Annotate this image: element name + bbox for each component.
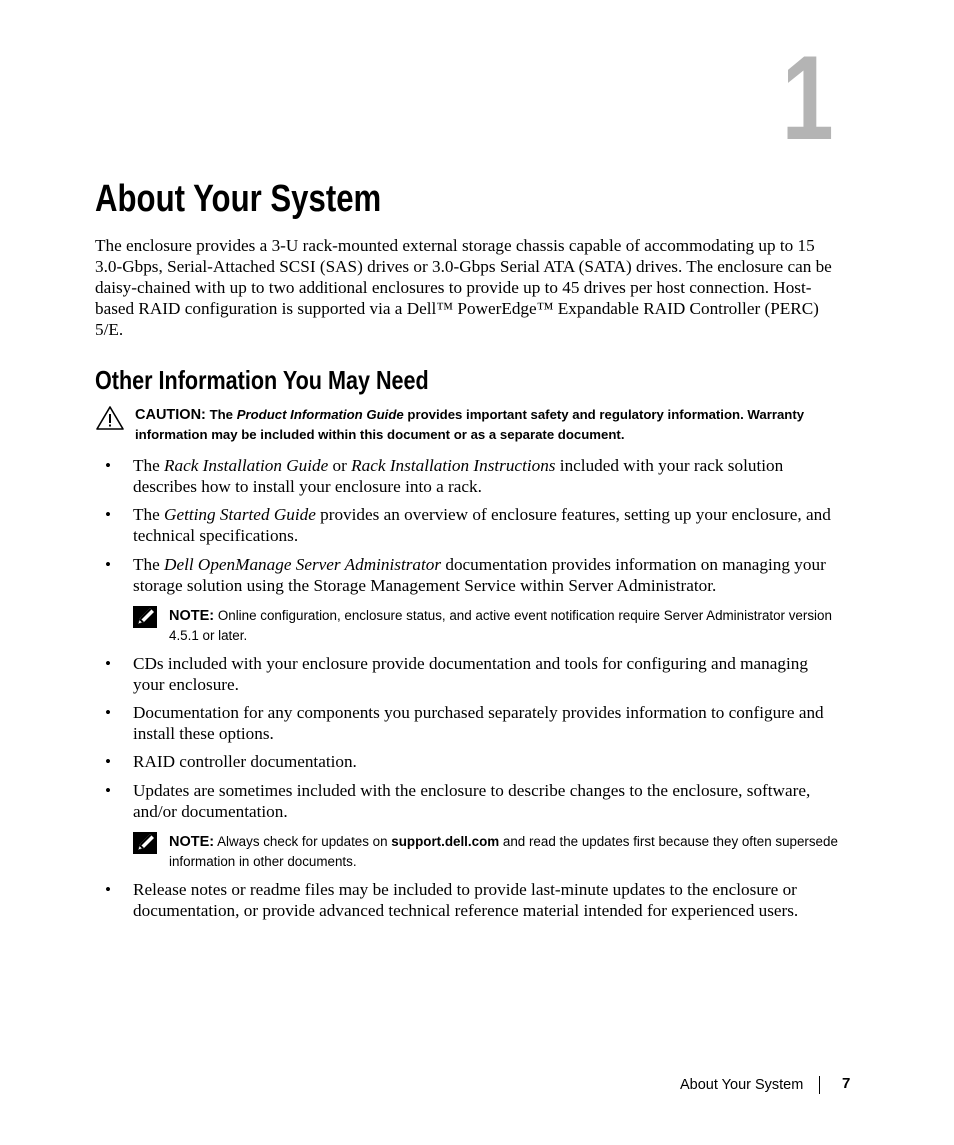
bullet-symbol: • <box>105 880 112 899</box>
bullet-symbol: • <box>105 654 112 673</box>
note-notice <box>133 606 853 646</box>
section-heading: Other Information You May Need <box>95 365 429 395</box>
note-pencil-icon <box>133 606 157 633</box>
intro-paragraph: The enclosure provides a 3-U rack-mounted external storage chassis capable of accommodating up to 15 3.0-Gbps, Serial-Attached SCSI (SAS) drives or 3.0-Gbps Serial ATA (SATA) drives. The enclosure can be daisy-chained with up to two additional enclosures to provide up to 45 drives per host connection. Host-based RAID configuration is supported via a Dell™ PowerEdge™ Expandable RAID Controller (PERC) 5/E. <box>95 236 832 339</box>
note-label: NOTE: <box>169 608 215 624</box>
bullet-text: The <box>133 555 160 574</box>
bullet-text: Updates are sometimes included with the enclosure to describe changes to the enclosure, software, and/or documentation. <box>133 781 811 821</box>
bullet-text: CDs included with your enclosure provide documentation and tools for configuring and managing your enclosure. <box>133 654 808 694</box>
doc-title: Dell OpenManage Server Administrator <box>164 555 442 574</box>
bullet-symbol: • <box>105 505 112 524</box>
bullet-symbol: • <box>105 781 112 800</box>
bullet-symbol: • <box>105 752 112 771</box>
bullet-text: included with your rack solution describes how to install your enclosure into a rack. <box>133 456 784 496</box>
bullet-text: documentation provides information on managing your storage solution using the Storage Management Service within Server Administrator. <box>133 555 826 595</box>
doc-title: Getting Started Guide <box>164 505 316 524</box>
caution-notice <box>95 405 855 445</box>
caution-text-before: The <box>209 407 234 422</box>
caution-emphasis: Product Information Guide <box>236 407 404 422</box>
caution-text-after: provides important safety and regulatory information. Warranty information may be included within this document or as a separate document. <box>135 407 805 442</box>
bullet-text: provides an overview of enclosure features, setting up your enclosure, and technical specifications. <box>133 505 831 545</box>
note-pencil-icon <box>133 832 157 859</box>
doc-title: Rack Installation Guide <box>164 456 329 475</box>
bullet-symbol: • <box>105 456 112 475</box>
chapter-number: 1 <box>781 31 834 165</box>
bullet-text: Release notes or readme files may be included to provide last-minute updates to the enclosure or documentation, or provide advanced technical reference material intended for experienced users. <box>133 880 799 920</box>
caution-label: CAUTION: <box>135 407 206 423</box>
bullet-text: The <box>133 456 160 475</box>
note-text <box>169 832 849 871</box>
note-text <box>169 606 849 645</box>
footer-divider <box>819 1076 820 1094</box>
support-link[interactable]: support.dell.com <box>391 834 500 849</box>
doc-title: Rack Installation Instructions <box>351 456 556 475</box>
bullet-symbol: • <box>105 703 112 722</box>
footer-title: About Your System <box>680 1077 804 1093</box>
bullet-symbol: • <box>105 555 112 574</box>
note-notice <box>133 832 853 872</box>
bullet-text: or <box>332 456 347 475</box>
bullet-text: RAID controller documentation. <box>133 752 357 771</box>
bullet-text: Documentation for any components you purchased separately provides information to configure and install these options. <box>133 703 824 743</box>
note-label: NOTE: <box>169 834 215 850</box>
note-body: Always check for updates on <box>217 834 388 849</box>
page-number: 7 <box>842 1075 851 1092</box>
bullet-text: The <box>133 505 160 524</box>
caution-triangle-icon <box>95 405 125 436</box>
caution-text <box>135 405 855 444</box>
note-body: and read the updates first because they often supersede information in other documents. <box>169 834 838 869</box>
note-body: Online configuration, enclosure status, and active event notification require Server Administrator version 4.5.1 or later. <box>169 608 832 643</box>
page-title: About Your System <box>95 178 382 220</box>
